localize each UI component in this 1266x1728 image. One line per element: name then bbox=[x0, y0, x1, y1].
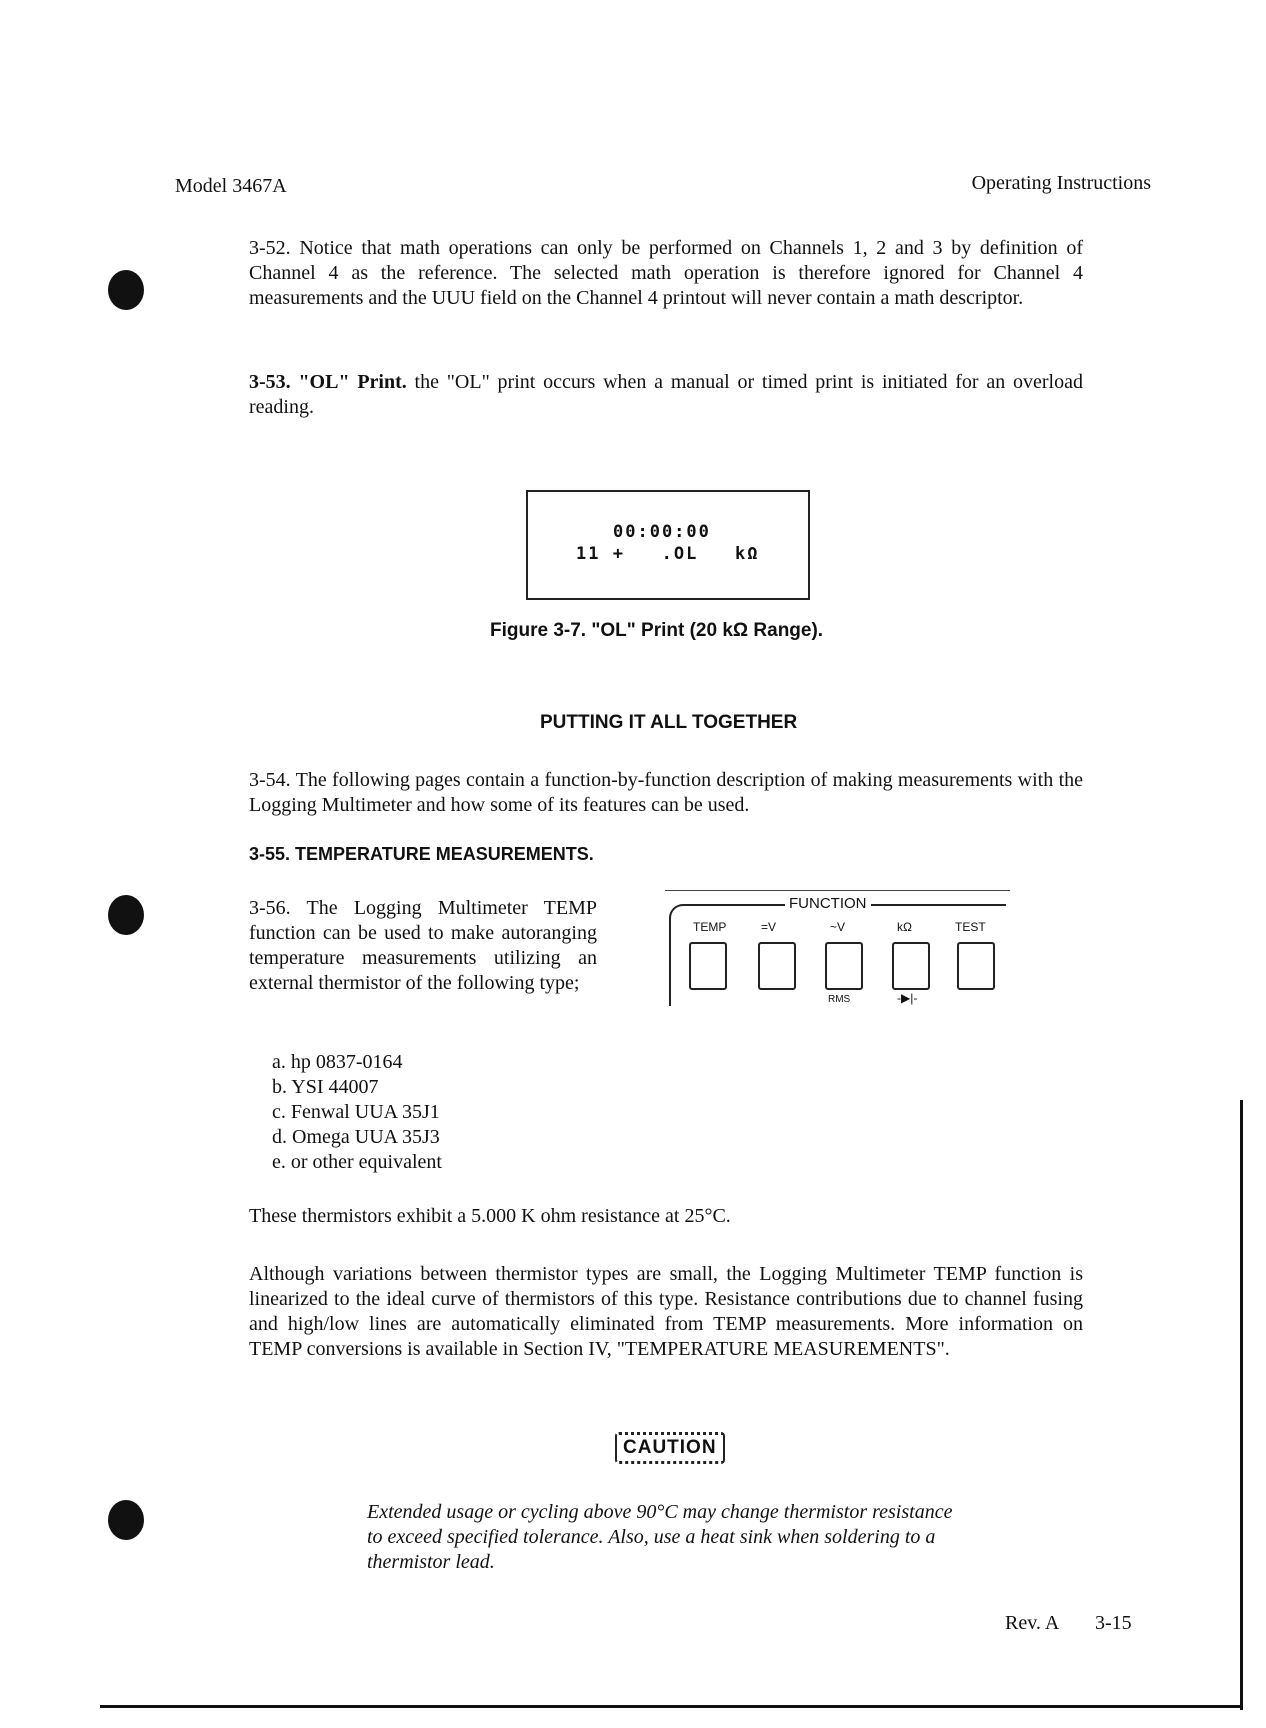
binder-hole bbox=[108, 895, 144, 935]
paragraph-3-53-text: the "OL" print occurs when a manual or timed print is initiated for an overload reading. bbox=[249, 371, 1083, 418]
paragraph-3-56: 3-56. The Logging Multimeter TEMP function can be used to make autoranging temperature measurements utilizing an external thermistor of the following type; bbox=[249, 897, 597, 994]
paragraph-3-52: 3-52. Notice that math operations can only be performed on Channels 1, 2 and 3 by definition of Channel 4 as the reference. The selected math operation is therefore ignored for Channel 4 measurements and the UUU field on the Channel 4 printout will never contain a math descriptor. bbox=[249, 237, 1083, 309]
dc-volts-button bbox=[758, 942, 796, 990]
binder-hole bbox=[108, 270, 144, 310]
label-test: TEST bbox=[955, 920, 986, 934]
label-dc-volts: =V bbox=[761, 920, 777, 934]
footer-revision: Rev. A bbox=[1005, 1612, 1060, 1634]
function-title: FUNCTION bbox=[785, 895, 871, 912]
subheading-temperature: 3-55. TEMPERATURE MEASUREMENTS. bbox=[249, 844, 594, 864]
list-item: c. Fenwal UUA 35J1 bbox=[272, 1101, 440, 1123]
thermistor-list bbox=[272, 1050, 442, 1175]
label-ac-volts: ~V bbox=[830, 920, 846, 934]
paragraph-although: Although variations between thermistor types are small, the Logging Multimeter TEMP function is linearized to the ideal curve of thermistors of this type. Resistance contributions due to channel fusing and high/low lines are automatically eliminated from TEMP measurements. More information on TEMP conversions is available in Section IV, "TEMPERATURE MEASUREMENTS". bbox=[249, 1263, 1083, 1360]
paragraph-3-53-lead: 3-53. "OL" Print. bbox=[249, 371, 407, 393]
list-item: b. YSI 44007 bbox=[272, 1076, 379, 1098]
list-item: e. or other equivalent bbox=[272, 1151, 442, 1173]
list-item: a. hp 0837-0164 bbox=[272, 1051, 403, 1073]
ac-volts-button bbox=[825, 942, 863, 990]
section-heading: PUTTING IT ALL TOGETHER bbox=[540, 712, 798, 733]
scan-edge-line bbox=[1240, 1100, 1243, 1710]
printout-time: 00:00:00 bbox=[613, 522, 711, 542]
caution-badge: CAUTION bbox=[615, 1432, 725, 1464]
paragraph-3-54: 3-54. The following pages contain a function-by-function description of making measurements with the Logging Multimeter and how some of its features can be used. bbox=[249, 769, 1083, 816]
label-kohm: kΩ bbox=[897, 920, 912, 934]
paragraph-3-53 bbox=[249, 370, 1083, 420]
figure-3-7-printout bbox=[526, 490, 810, 600]
header-model: Model 3467A bbox=[175, 175, 287, 197]
printout-reading: 11 + .OL kΩ bbox=[576, 544, 760, 564]
header-section: Operating Instructions bbox=[971, 172, 1151, 194]
paragraph-thermistors: These thermistors exhibit a 5.000 K ohm resistance at 25°C. bbox=[249, 1205, 731, 1227]
diode-icon: -▶|- bbox=[897, 991, 918, 1005]
label-rms: RMS bbox=[828, 994, 851, 1005]
figure-caption: Figure 3-7. "OL" Print (20 kΩ Range). bbox=[490, 620, 824, 641]
scan-edge-line bbox=[100, 1705, 1240, 1708]
caution-text: Extended usage or cycling above 90°C may change thermistor resistance to exceed specified tolerance. Also, use a heat sink when soldering to a thermistor lead. bbox=[367, 1501, 953, 1573]
binder-hole bbox=[108, 1500, 144, 1540]
function-panel-diagram bbox=[665, 890, 1010, 1010]
temp-button bbox=[689, 942, 727, 990]
list-item: d. Omega UUA 35J3 bbox=[272, 1126, 440, 1148]
footer-page-number: 3-15 bbox=[1095, 1612, 1132, 1634]
kohm-button bbox=[892, 942, 930, 990]
label-temp: TEMP bbox=[693, 920, 727, 934]
test-button bbox=[957, 942, 995, 990]
